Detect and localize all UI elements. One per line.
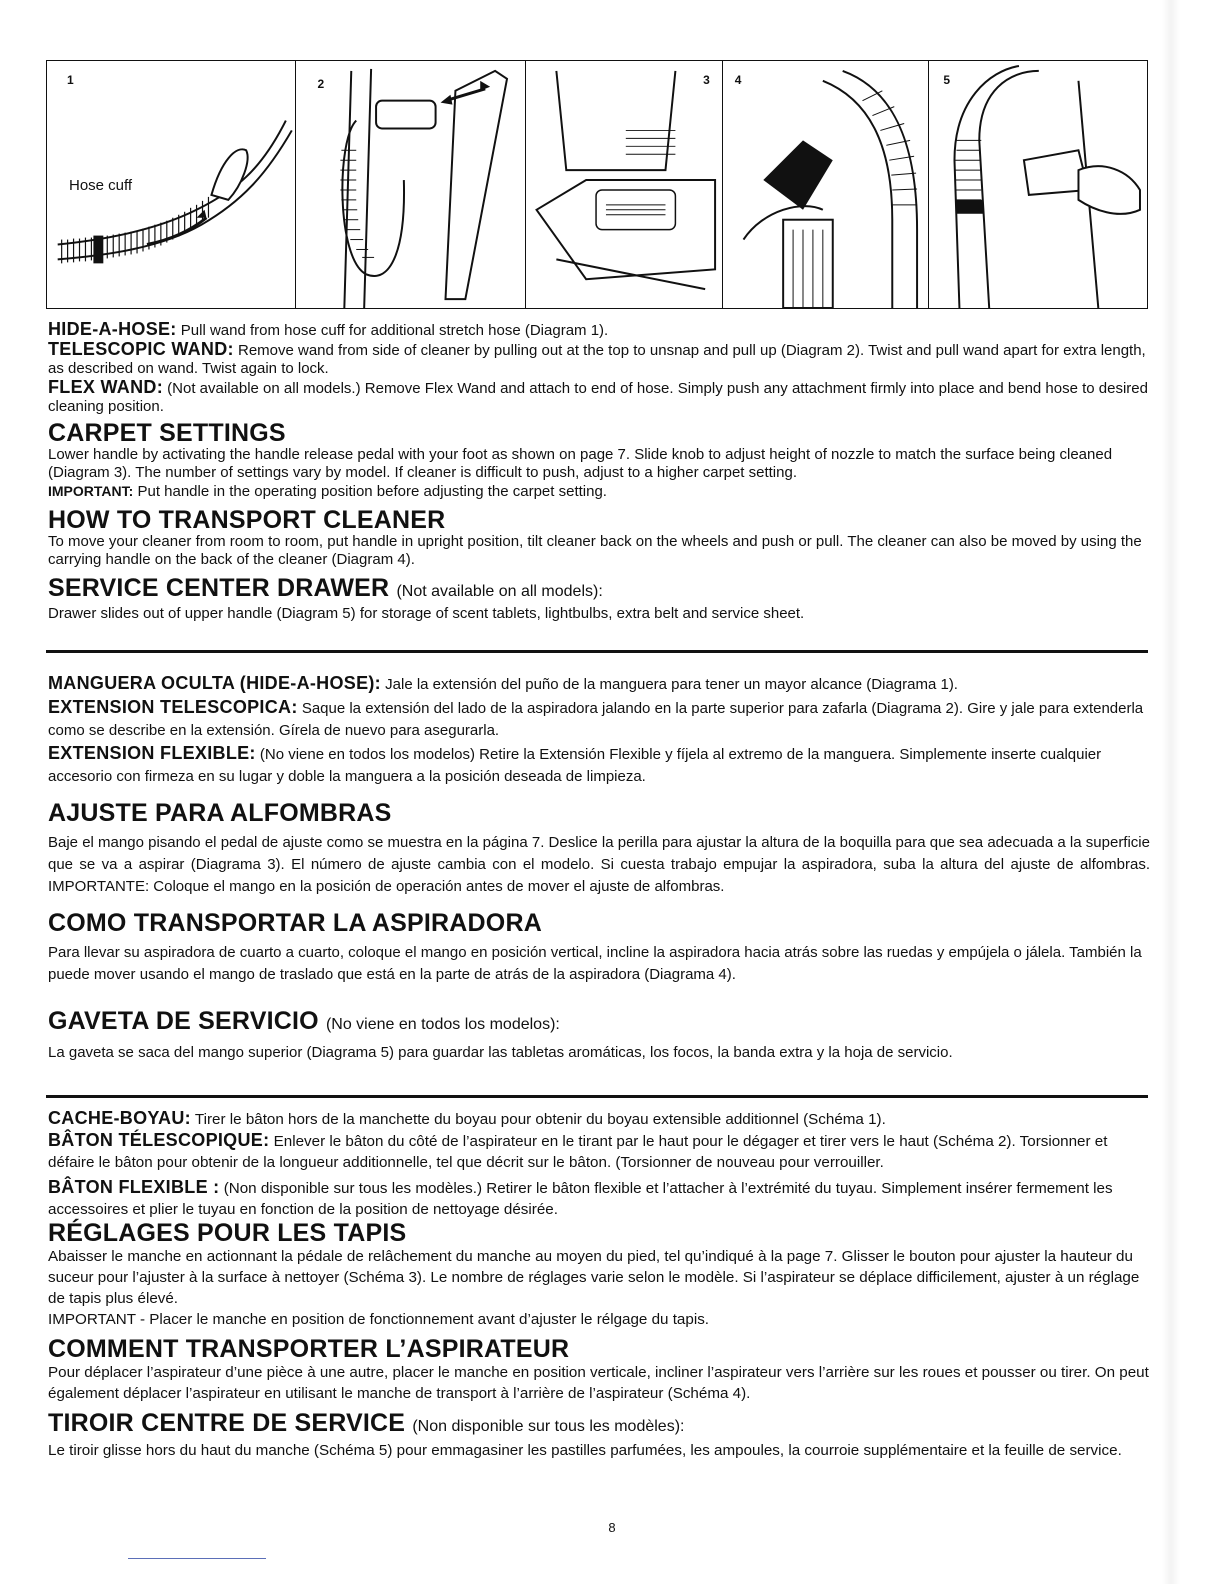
- transport-heading-fr: COMMENT TRANSPORTER L’ASPIRATEUR: [48, 1335, 570, 1363]
- carpet-settings-heading-es: AJUSTE PARA ALFOMBRAS: [48, 799, 392, 827]
- page-number: 8: [608, 1520, 616, 1535]
- diagram-number: 2: [317, 77, 325, 91]
- spanish-section: [48, 672, 1150, 1064]
- carpet-settings-heading: CARPET SETTINGS: [48, 419, 286, 447]
- flex-wand-label: FLEX WAND:: [48, 377, 163, 397]
- transport-text: To move your cleaner from room to room, put handle in upright position, tilt cleaner back on the wheels and push or pull. The cleaner can also be moved by using the carrying handle on the back of the cleaner (Diagram 4).: [48, 533, 1142, 568]
- transport-text-es: Para llevar su aspiradora de cuarto a cuarto, coloque el mango en posición vertical, incline la aspiradora hacia atrás sobre las ruedas y empújela o jálela. También la puede mover usando el mango de traslado que está en la parte de atrás de la aspiradora (Diagrama 4).: [48, 944, 1142, 983]
- diagram-number: 5: [943, 73, 951, 87]
- service-drawer-note-es: (No viene en todos los modelos):: [325, 1016, 560, 1033]
- flex-wand-label-es: EXTENSION FLEXIBLE:: [48, 743, 256, 763]
- telescopic-wand-label: TELESCOPIC WAND:: [48, 339, 234, 359]
- service-drawer-title: SERVICE CENTER DRAWER: [48, 574, 390, 602]
- service-drawer-illustration: [929, 61, 1147, 308]
- diagram-strip: [46, 60, 1148, 309]
- telescopic-wand-paragraph-fr: [48, 1130, 1150, 1173]
- diagram-5: [929, 61, 1147, 308]
- english-section: [48, 320, 1150, 623]
- service-drawer-heading: [48, 575, 1150, 605]
- hide-a-hose-label-es: MANGUERA OCULTA (HIDE-A-HOSE):: [48, 673, 381, 693]
- scan-mark: [128, 1558, 266, 1559]
- service-drawer-note-fr: (Non disponible sur tous les modèles):: [412, 1418, 685, 1435]
- hide-a-hose-paragraph: [48, 320, 1150, 340]
- carpet-important-fr: IMPORTANT - Placer le manche en position de fonctionnement avant d’ajuster le rélgage du tapis.: [48, 1311, 710, 1328]
- diagram-3: [526, 61, 723, 308]
- carpet-setting-illustration: [526, 61, 722, 308]
- hide-a-hose-text: Pull wand from hose cuff for additional stretch hose (Diagram 1).: [180, 322, 609, 339]
- carpet-settings-text-fr: Abaisser le manche en actionnant la pédale de relâchement du manche au moyen du pied, tel qu’indiqué à la page 7. Glisser le bouton pour ajuster la hauteur du suceur pour l’ajuster à la surface à nettoyer (Schéma 3). Le nombre de réglages varie selon le modèle. Si l’aspirateur se déplace difficilement, ajuster à un réglage de tapis plus élevé.: [48, 1248, 1140, 1307]
- telescopic-wand-paragraph: [48, 340, 1150, 378]
- telescopic-wand-text-fr: Enlever le bâton du côté de l’aspirateur en le tirant par le haut pour le dégager et tirer vers le haut (Schéma 2). Torsionner et défaire le bâton pour obtenir de la longueur additionnelle, tel que décrit sur le bâton. (Torsionner de nouveau pour verrouiller.: [48, 1133, 1108, 1171]
- hide-a-hose-paragraph-es: [48, 672, 1150, 696]
- service-drawer-text-es: La gaveta se saca del mango superior (Diagrama 5) para guardar las tabletas aromáticas, los focos, la banda extra y la hoja de servicio.: [48, 1044, 953, 1061]
- hide-a-hose-label: HIDE-A-HOSE:: [48, 319, 177, 339]
- french-section: [48, 1108, 1150, 1461]
- telescopic-wand-text-es: Saque la extensión del lado de la aspiradora jalando en la parte superior para zafarla (Diagrama 2). Gire y jale para extenderla como se describe en la extensión. Gírela de nuevo para asegurarla.: [48, 700, 1144, 739]
- important-label: IMPORTANT:: [48, 483, 134, 499]
- flex-wand-text-fr: (Non disponible sur tous les modèles.) Retirer le bâton flexible et l’attacher à l’extrémité du tuyau. Simplement insérer fermement les accessoires et plier le tuyau en fonction de la position de nettoyage désirée.: [48, 1180, 1113, 1218]
- hide-a-hose-text-fr: Tirer le bâton hors de la manchette du boyau pour obtenir du boyau extensible additionnel (Schéma 1).: [194, 1111, 886, 1128]
- service-drawer-text: Drawer slides out of upper handle (Diagram 5) for storage of scent tablets, lightbulbs, extra belt and service sheet.: [48, 605, 805, 622]
- diagram-number: 3: [703, 73, 710, 87]
- diagram-4: [723, 61, 930, 308]
- service-drawer-title-fr: TIROIR CENTRE DE SERVICE: [48, 1409, 406, 1437]
- carpet-settings-text: Lower handle by activating the handle release pedal with your foot as shown on page 7. Slide knob to adjust height of nozzle to match the surface being cleaned (Diagram 3). The number of settings vary by model. If cleaner is difficult to push, adjust to a higher carpet setting.: [48, 446, 1113, 481]
- carpet-settings-text-es: Baje el mango pisando el pedal de ajuste como se muestra en la página 7. Deslice la perilla para ajustar la altura de la boquilla para que sea adecuada a la superficie que se va a aspirar (Diagrama 3). El número de ajuste cambia con el modelo. Si cuesta trabajo empujar la aspiradora, suba la altura del ajuste de alfombras. IMPORTANTE: Coloque el mango en la posición de operación antes de mover el ajuste de alfombras.: [48, 834, 1150, 895]
- flex-wand-label-fr: BÂTON FLEXIBLE :: [48, 1177, 220, 1197]
- flex-wand-text-es: (No viene en todos los modelos) Retire la Extensión Flexible y fíjela al extremo de la manguera. Simplemente inserte cualquier accesorio con firmeza en su lugar y doble la manguera a la posición deseada de limpieza.: [48, 746, 1102, 785]
- service-drawer-heading-fr: [48, 1410, 1150, 1440]
- hose-cuff-label: Hose cuff: [69, 177, 133, 194]
- important-text: Put handle in the operating position before adjusting the carpet setting.: [137, 483, 607, 500]
- hide-a-hose-paragraph-fr: [48, 1108, 1150, 1130]
- diagram-number: 1: [67, 73, 74, 87]
- transport-heading: HOW TO TRANSPORT CLEANER: [48, 506, 446, 534]
- page-edge-shadow: [1162, 0, 1180, 1584]
- carpet-settings-heading-fr: RÉGLAGES POUR LES TAPIS: [48, 1219, 407, 1247]
- flex-wand-paragraph-fr: [48, 1177, 1150, 1220]
- service-drawer-note: (Not available on all models):: [396, 583, 603, 600]
- service-drawer-heading-es: [48, 1008, 1150, 1038]
- telescopic-wand-paragraph-es: [48, 696, 1150, 742]
- transport-text-fr: Pour déplacer l’aspirateur d’une pièce à une autre, placer le manche en position verticale, incliner l’aspirateur vers l’arrière sur les roues et pousser ou tirer. On peut également déplacer l’aspirateur en utilisant le manche de transport à l’arrière de l’aspirateur (Schéma 4).: [48, 1364, 1149, 1402]
- diagram-2: [296, 61, 527, 308]
- flex-wand-paragraph: [48, 378, 1150, 416]
- service-drawer-text-fr: Le tiroir glisse hors du haut du manche (Schéma 5) pour emmagasiner les pastilles parfumées, les ampoules, la courroie supplémentaire et la feuille de service.: [48, 1442, 1122, 1459]
- telescopic-wand-label-fr: BÂTON TÉLESCOPIQUE:: [48, 1130, 270, 1150]
- telescopic-wand-label-es: EXTENSION TELESCOPICA:: [48, 697, 298, 717]
- telescopic-wand-illustration: [296, 61, 526, 308]
- hide-a-hose-label-fr: CACHE-BOYAU:: [48, 1108, 191, 1128]
- section-divider: [46, 650, 1148, 653]
- hide-a-hose-text-es: Jale la extensión del puño de la manguera para tener un mayor alcance (Diagrama 1).: [385, 676, 958, 693]
- transport-heading-es: COMO TRANSPORTAR LA ASPIRADORA: [48, 909, 542, 937]
- service-drawer-title-es: GAVETA DE SERVICIO: [48, 1007, 319, 1035]
- transport-handle-illustration: [723, 61, 929, 308]
- diagram-number: 4: [734, 73, 742, 87]
- diagram-1: [47, 61, 296, 308]
- telescopic-wand-text: Remove wand from side of cleaner by pulling out at the top to unsnap and pull up (Diagram 2). Twist and pull wand apart for extra length, as described on wand. Twist again to lock.: [48, 342, 1146, 377]
- flex-wand-paragraph-es: [48, 742, 1150, 788]
- section-divider: [46, 1095, 1148, 1098]
- carpet-important-paragraph: [48, 482, 1150, 501]
- flex-wand-text: (Not available on all models.) Remove Flex Wand and attach to end of hose. Simply push any attachment firmly into place and bend hose to desired cleaning position.: [48, 380, 1148, 415]
